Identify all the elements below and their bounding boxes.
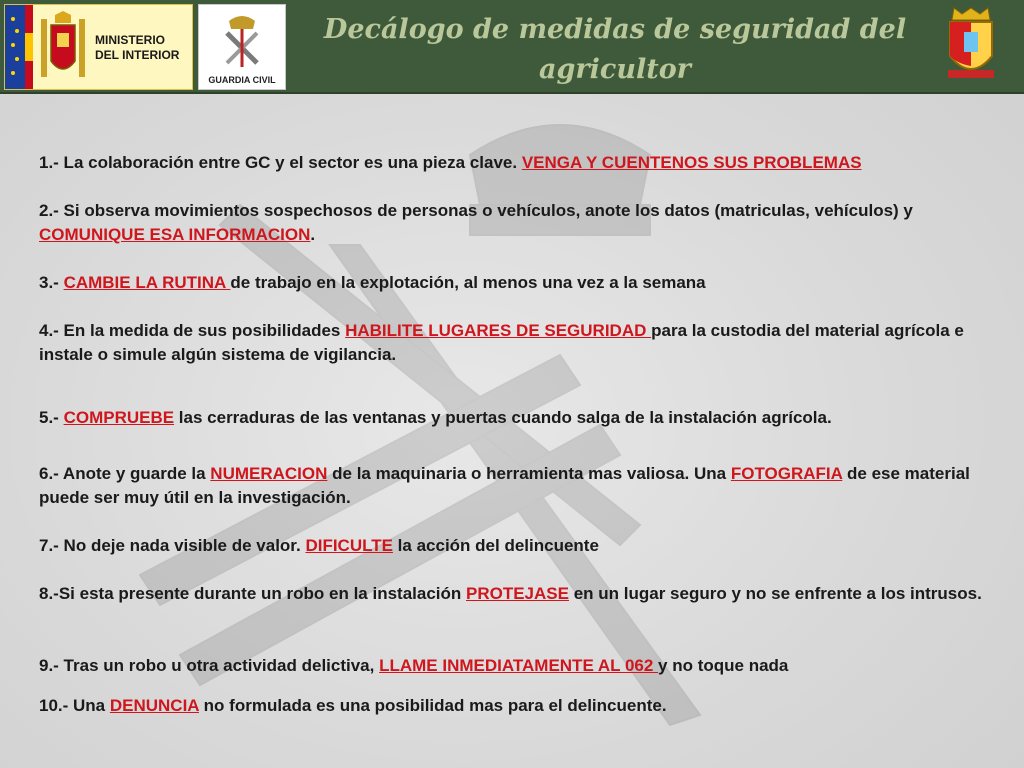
list-item: 1.- La colaboración entre GC y el sector es una pieza clave. VENGA Y CUENTENOS SUS PROBLEMAS: [39, 153, 862, 172]
list-item: 10.- Una DENUNCIA no formulada es una posibilidad mas para el delincuente.: [39, 696, 667, 715]
highlight-text: COMPRUEBE: [63, 408, 175, 427]
highlight-text: COMUNIQUE ESA INFORMACION: [39, 225, 311, 244]
highlight-text: PROTEJASE: [466, 584, 569, 603]
list-item: 9.- Tras un robo u otra actividad delictiva, LLAME INMEDIATAMENTE AL 062 y no toque nada: [39, 656, 789, 675]
list-item: 6.- Anote y guarde la NUMERACION de la maquinaria o herramienta mas valiosa. Una FOTOGRAFIA de ese material puede ser muy útil en la investigación.: [39, 464, 970, 507]
page-title: Decálogo de medidas de seguridad del agricultor: [323, 14, 907, 85]
list-item: 7.- No deje nada visible de valor. DIFICULTE la acción del delincuente: [39, 536, 599, 555]
highlight-text: DENUNCIA: [109, 696, 199, 715]
list-item: 5.- COMPRUEBE las cerraduras de las ventanas y puertas cuando salga de la instalación agrícola.: [39, 408, 832, 427]
guardia-civil-label: GUARDIA CIVIL: [208, 75, 276, 85]
list-item: 3.- CAMBIE LA RUTINA de trabajo en la explotación, al menos una vez a la semana: [39, 273, 706, 292]
highlight-text: HABILITE LUGARES DE SEGURIDAD: [345, 321, 652, 340]
list-item: 4.- En la medida de sus posibilidades HABILITE LUGARES DE SEGURIDAD para la custodia del material agrícola e instale o simule algún sistema de vigilancia.: [39, 321, 964, 364]
highlight-text: LLAME INMEDIATAMENTE AL 062: [379, 656, 659, 675]
highlight-text: NUMERACION: [210, 464, 328, 483]
highlight-text: FOTOGRAFIA: [730, 464, 843, 483]
list-item: 2.- Si observa movimientos sospechosos de personas o vehículos, anote los datos (matriculas, vehículos) y COMUNIQUE ESA INFORMACION.: [39, 201, 913, 244]
ministerio-label: MINISTERIO DEL INTERIOR: [95, 33, 180, 62]
highlight-text: DIFICULTE: [305, 536, 393, 555]
highlight-text: VENGA Y CUENTENOS SUS PROBLEMAS: [521, 153, 862, 172]
list-item: 8.-Si esta presente durante un robo en la instalación PROTEJASE en un lugar seguro y no se enfrente a los intrusos.: [39, 584, 982, 603]
highlight-text: CAMBIE LA RUTINA: [63, 273, 231, 292]
